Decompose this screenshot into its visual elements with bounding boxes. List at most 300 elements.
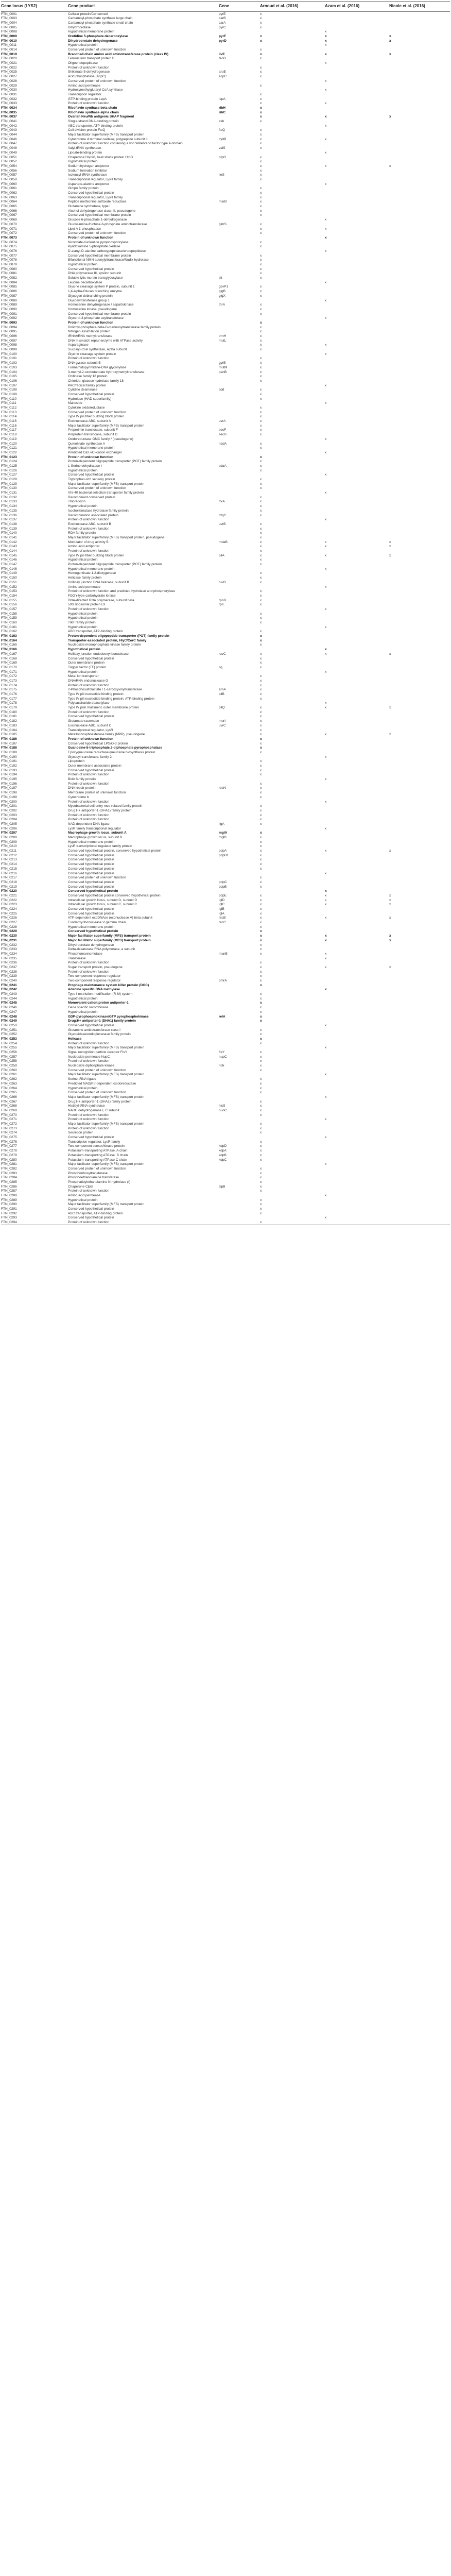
study-nicole-cell bbox=[389, 567, 450, 571]
study-nicole-cell bbox=[389, 401, 450, 406]
study-nicole-cell bbox=[389, 952, 450, 956]
study-nicole-cell bbox=[389, 65, 450, 70]
gene-product-cell: Major facilitator superfamily (MFS) transport protein bbox=[68, 1122, 145, 1126]
study-azam-cell: x bbox=[325, 39, 327, 43]
gene-symbol-cell bbox=[219, 1207, 260, 1212]
table-row bbox=[1, 706, 450, 710]
study-azam-cell bbox=[325, 527, 389, 531]
study-arnoud-cell: x bbox=[260, 952, 262, 956]
table-row bbox=[1, 1001, 450, 1006]
gene-product-cell: Ferrous iron transport protein B bbox=[68, 57, 115, 61]
study-azam-cell: x bbox=[325, 898, 327, 902]
gene-symbol-cell: cydB bbox=[219, 137, 227, 141]
table-row bbox=[1, 674, 450, 679]
study-arnoud-cell: x bbox=[260, 831, 262, 835]
table-row bbox=[1, 764, 450, 769]
study-azam-cell bbox=[325, 880, 389, 885]
study-nicole-cell bbox=[389, 482, 450, 486]
study-nicole-cell bbox=[389, 486, 450, 491]
study-azam-cell bbox=[325, 813, 389, 818]
gene-locus-cell: FTN_0030 bbox=[1, 88, 17, 92]
gene-product-cell: Mycobacterial cell entry mce-related family protein bbox=[68, 804, 143, 808]
study-arnoud-cell: x bbox=[260, 16, 262, 21]
study-nicole-cell bbox=[389, 464, 450, 468]
study-nicole-cell bbox=[389, 120, 450, 124]
study-azam-cell bbox=[325, 612, 389, 616]
study-azam-cell bbox=[325, 209, 389, 213]
study-nicole-cell: x bbox=[389, 965, 391, 969]
study-nicole-cell: x bbox=[389, 52, 391, 56]
study-nicole-cell bbox=[389, 1091, 450, 1095]
study-azam-cell: x bbox=[325, 585, 327, 589]
study-azam-cell bbox=[325, 423, 389, 428]
study-nicole-cell bbox=[389, 320, 450, 325]
study-arnoud-cell: x bbox=[260, 594, 262, 598]
gene-symbol-cell bbox=[219, 625, 260, 630]
gene-product-cell: Excinuclease ABC, subunit A bbox=[68, 419, 111, 423]
gene-product-cell: BolA family protein bbox=[68, 777, 96, 782]
study-azam-cell bbox=[325, 312, 389, 316]
gene-symbol-cell bbox=[219, 648, 260, 652]
study-arnoud-cell bbox=[260, 755, 325, 759]
gene-locus-cell: FTN_0291 bbox=[1, 1207, 17, 1211]
gene-locus-cell: FTN_0095 bbox=[1, 330, 17, 334]
table-row bbox=[1, 83, 450, 88]
study-nicole-cell bbox=[389, 1144, 450, 1149]
study-arnoud-cell bbox=[260, 518, 325, 522]
gene-product-cell: Polysaccharide deacetylase bbox=[68, 701, 110, 705]
table-row bbox=[1, 853, 450, 858]
table-row bbox=[1, 692, 450, 697]
gene-symbol-cell bbox=[219, 325, 260, 330]
gene-product-cell: Protein of unknown function bbox=[68, 813, 110, 817]
study-nicole-cell bbox=[389, 688, 450, 692]
table-row bbox=[1, 70, 450, 75]
gene-locus-cell: FTN_0173 bbox=[1, 679, 17, 683]
gene-locus-cell: FTN_0170 bbox=[1, 665, 17, 669]
table-row bbox=[1, 30, 450, 35]
table-row bbox=[1, 656, 450, 661]
gene-symbol-cell bbox=[219, 531, 260, 536]
study-arnoud-cell: x bbox=[260, 128, 262, 132]
table-row bbox=[1, 907, 450, 912]
gene-product-cell: Chaperone Hsp90, heat shock protein HtpG bbox=[68, 155, 133, 159]
table-row bbox=[1, 88, 450, 93]
study-azam-cell bbox=[325, 330, 389, 334]
study-azam-cell: x bbox=[325, 164, 327, 168]
study-nicole-cell bbox=[389, 191, 450, 196]
table-row bbox=[1, 227, 450, 231]
study-nicole-cell: x bbox=[389, 916, 391, 920]
study-arnoud-cell: x bbox=[260, 750, 262, 754]
study-azam-cell: x bbox=[325, 473, 327, 477]
gene-product-cell: Cellular protein/Conserved bbox=[68, 12, 108, 16]
table-row bbox=[1, 661, 450, 666]
study-nicole-cell bbox=[389, 468, 450, 473]
study-nicole-cell bbox=[389, 773, 450, 777]
study-azam-cell bbox=[325, 1211, 389, 1216]
gene-locus-cell: FTN_0090 bbox=[1, 307, 17, 311]
gene-symbol-cell: ligA bbox=[219, 822, 224, 826]
study-azam-cell bbox=[325, 674, 389, 679]
study-nicole-cell bbox=[389, 235, 450, 240]
gene-product-cell: Quinolinate synthetase A bbox=[68, 442, 105, 446]
gene-product-cell: Chloride, glucose hydrolase family 18 bbox=[68, 379, 124, 383]
study-nicole-cell bbox=[389, 1014, 450, 1019]
gene-symbol-cell bbox=[219, 674, 260, 679]
study-azam-cell bbox=[325, 177, 389, 182]
gene-locus-cell: FTN_0151 bbox=[1, 580, 17, 584]
study-nicole-cell bbox=[389, 665, 450, 670]
gene-product-cell: Protein of unknown function bbox=[68, 782, 110, 786]
gene-product-cell: Nitrogen assimilation protein bbox=[68, 330, 111, 334]
gene-symbol-cell: rpoB bbox=[219, 598, 226, 602]
gene-symbol-cell bbox=[219, 656, 260, 661]
gene-symbol-cell: trxA bbox=[219, 500, 225, 504]
gene-product-cell: Modulator of drug activity B bbox=[68, 540, 109, 544]
table-row bbox=[1, 509, 450, 513]
study-arnoud-cell bbox=[260, 1023, 325, 1028]
gene-locus-cell: FTN_0088 bbox=[1, 298, 17, 302]
table-row bbox=[1, 1099, 450, 1104]
table-row bbox=[1, 392, 450, 397]
study-nicole-cell bbox=[389, 643, 450, 648]
table-row bbox=[1, 455, 450, 460]
table-row bbox=[1, 589, 450, 594]
study-nicole-cell bbox=[389, 723, 450, 728]
gene-locus-cell: FTN_0093 bbox=[1, 320, 17, 325]
gene-product-cell: Protein of unknown function bbox=[68, 818, 110, 822]
study-nicole-cell bbox=[389, 110, 450, 115]
gene-product-cell: Phosphoethanolamine transferase bbox=[68, 1176, 119, 1180]
table-row bbox=[1, 491, 450, 496]
gene-locus-cell: FTN_0125 bbox=[1, 464, 17, 468]
table-row bbox=[1, 956, 450, 961]
study-azam-cell: x bbox=[325, 182, 327, 186]
gene-locus-cell: FTN_0080 bbox=[1, 267, 17, 271]
table-row bbox=[1, 1032, 450, 1037]
gene-locus-cell: FTN_0166 bbox=[1, 648, 17, 652]
study-nicole-cell bbox=[389, 741, 450, 746]
study-arnoud-cell: x bbox=[260, 652, 262, 656]
study-nicole-cell bbox=[389, 433, 450, 437]
study-nicole-cell bbox=[389, 142, 450, 146]
study-arnoud-cell: x bbox=[260, 267, 262, 271]
gene-locus-cell: FTN_0127 bbox=[1, 473, 17, 477]
gene-symbol-cell: pdpA bbox=[219, 849, 227, 853]
study-azam-cell bbox=[325, 120, 389, 124]
gene-symbol-cell bbox=[219, 330, 260, 334]
gene-locus-cell: FTN_0225 bbox=[1, 911, 17, 916]
gene-symbol-cell bbox=[219, 844, 260, 849]
study-azam-cell bbox=[325, 388, 389, 393]
study-arnoud-cell: x bbox=[260, 580, 262, 584]
study-nicole-cell bbox=[389, 280, 450, 285]
gene-symbol-cell: valS bbox=[219, 146, 226, 150]
study-arnoud-cell: x bbox=[260, 1028, 262, 1032]
table-row bbox=[1, 428, 450, 433]
gene-symbol-cell bbox=[219, 813, 260, 818]
study-arnoud-cell bbox=[260, 625, 325, 630]
gene-product-cell: Hypothetical membrane protein bbox=[68, 30, 115, 34]
gene-symbol-cell: uvrC bbox=[219, 723, 226, 727]
study-azam-cell bbox=[325, 191, 389, 196]
gene-locus-cell: FTN_0221 bbox=[1, 893, 17, 897]
study-azam-cell: x bbox=[325, 401, 327, 405]
gene-symbol-cell: pyrD bbox=[219, 39, 227, 43]
gene-symbol-cell: feoB bbox=[219, 57, 226, 61]
study-nicole-cell bbox=[389, 106, 450, 110]
gene-product-cell: Conserved hypothetical membrane protein bbox=[68, 312, 131, 316]
table-row bbox=[1, 209, 450, 213]
gene-product-cell: Protein of unknown function containing a von Willebrand factor type A domain bbox=[68, 142, 183, 146]
study-arnoud-cell: x bbox=[260, 334, 262, 338]
table-row bbox=[1, 898, 450, 903]
gene-product-cell: Ovarian Neu/Nb antigenic SHAP fragment bbox=[68, 115, 134, 119]
study-arnoud-cell: x bbox=[260, 495, 262, 499]
study-arnoud-cell bbox=[260, 79, 325, 83]
study-azam-cell bbox=[325, 768, 389, 773]
gene-locus-cell: FTN_0051 bbox=[1, 155, 17, 159]
gene-symbol-cell bbox=[219, 1001, 260, 1006]
gene-locus-cell: FTN_0206 bbox=[1, 826, 17, 831]
study-arnoud-cell bbox=[260, 280, 325, 285]
gene-locus-cell: FTN_0230 bbox=[1, 934, 17, 938]
gene-locus-cell: FTN_0027 bbox=[1, 75, 17, 79]
study-nicole-cell bbox=[389, 563, 450, 567]
study-nicole-cell bbox=[389, 1140, 450, 1144]
gene-product-cell: Hypothetical protein bbox=[68, 504, 98, 509]
table-row bbox=[1, 558, 450, 563]
gene-product-cell: Conserved hypothetical protein bbox=[68, 862, 114, 867]
gene-symbol-cell bbox=[219, 527, 260, 531]
study-arnoud-cell: x bbox=[260, 168, 262, 173]
gene-product-cell: Intracellular growth locus, subunit C, subunit C bbox=[68, 903, 137, 907]
study-azam-cell bbox=[325, 25, 389, 30]
gene-symbol-cell: ileS bbox=[219, 173, 224, 177]
study-nicole-cell bbox=[389, 1086, 450, 1091]
study-nicole-cell bbox=[389, 1211, 450, 1216]
study-arnoud-cell: x bbox=[260, 616, 262, 620]
table-row bbox=[1, 768, 450, 773]
study-nicole-cell bbox=[389, 1136, 450, 1140]
gene-locus-cell: FTN_0183 bbox=[1, 723, 17, 727]
table-row bbox=[1, 379, 450, 383]
gene-locus-cell: FTN_0213 bbox=[1, 858, 17, 862]
gene-locus-cell: FTN_0212 bbox=[1, 853, 17, 857]
study-azam-cell bbox=[325, 245, 389, 249]
study-nicole-cell bbox=[389, 290, 450, 294]
gene-symbol-cell: carA bbox=[219, 21, 226, 25]
table-row bbox=[1, 1198, 450, 1202]
study-nicole-cell bbox=[389, 1006, 450, 1010]
gene-symbol-cell bbox=[219, 585, 260, 589]
study-nicole-cell bbox=[389, 1189, 450, 1194]
study-arnoud-cell: x bbox=[260, 929, 262, 934]
gene-locus-cell: FTN_0004 bbox=[1, 21, 17, 25]
table-row bbox=[1, 146, 450, 151]
gene-locus-cell: FTN_0104 bbox=[1, 370, 17, 374]
study-nicole-cell bbox=[389, 397, 450, 401]
study-nicole-cell bbox=[389, 1153, 450, 1158]
gene-product-cell: Holliday junction endodeoxyribonuclease bbox=[68, 652, 129, 656]
gene-product-cell: Hypothetical protein bbox=[68, 616, 98, 620]
gene-symbol-cell bbox=[219, 195, 260, 200]
study-arnoud-cell: x bbox=[260, 343, 262, 347]
table-row bbox=[1, 57, 450, 61]
study-nicole-cell bbox=[389, 160, 450, 164]
table-row bbox=[1, 433, 450, 437]
study-arnoud-cell: x bbox=[260, 419, 262, 423]
table-row bbox=[1, 1162, 450, 1167]
study-azam-cell: x bbox=[325, 30, 327, 34]
gene-symbol-cell bbox=[219, 133, 260, 138]
study-azam-cell: x bbox=[325, 800, 327, 804]
table-row bbox=[1, 21, 450, 25]
gene-product-cell: Aspartate-alanine antiporter bbox=[68, 182, 110, 186]
gene-symbol-cell: nupC bbox=[219, 1055, 227, 1059]
table-row bbox=[1, 43, 450, 48]
study-arnoud-cell: x bbox=[260, 553, 262, 557]
study-arnoud-cell: x bbox=[260, 191, 262, 195]
study-azam-cell bbox=[325, 728, 389, 733]
study-azam-cell bbox=[325, 1144, 389, 1149]
study-arnoud-cell: x bbox=[260, 1202, 262, 1207]
table-row bbox=[1, 124, 450, 128]
gene-symbol-cell bbox=[219, 1091, 260, 1095]
study-azam-cell bbox=[325, 406, 389, 411]
gene-locus-cell: FTN_0260 bbox=[1, 1068, 17, 1072]
study-arnoud-cell: x bbox=[260, 818, 262, 822]
gene-product-cell: ABC transporter, ATP-binding protein bbox=[68, 1211, 123, 1215]
table-row bbox=[1, 419, 450, 424]
gene-product-cell: Metallophosphoesterase family (MPP), pseudogene bbox=[68, 733, 145, 737]
study-arnoud-cell bbox=[260, 218, 325, 223]
gene-symbol-cell: uvrA bbox=[219, 419, 226, 423]
gene-symbol-cell bbox=[219, 643, 260, 648]
gene-locus-cell: FTN_0124 bbox=[1, 460, 17, 464]
study-nicole-cell bbox=[389, 173, 450, 178]
gene-symbol-cell bbox=[219, 934, 260, 939]
gene-product-cell: Phosphatidylethanolamine N-hydrolase (I) bbox=[68, 1180, 131, 1184]
table-row bbox=[1, 473, 450, 478]
gene-symbol-cell: recN bbox=[219, 786, 226, 790]
gene-product-cell: Glycosidase/endoglucanase family protein bbox=[68, 1032, 131, 1037]
table-row bbox=[1, 137, 450, 142]
study-nicole-cell bbox=[389, 182, 450, 187]
gene-symbol-cell bbox=[219, 638, 260, 643]
study-arnoud-cell: x bbox=[260, 460, 262, 464]
study-arnoud-cell: x bbox=[260, 442, 262, 446]
study-azam-cell bbox=[325, 482, 389, 486]
gene-product-cell: Conserved hypothetical protein bbox=[68, 929, 118, 934]
study-azam-cell bbox=[325, 1050, 389, 1055]
study-arnoud-cell: x bbox=[260, 294, 262, 298]
study-nicole-cell bbox=[389, 101, 450, 106]
study-arnoud-cell bbox=[260, 450, 325, 455]
table-row bbox=[1, 48, 450, 53]
table-row bbox=[1, 258, 450, 263]
table-row bbox=[1, 965, 450, 970]
study-nicole-cell bbox=[389, 375, 450, 379]
gene-symbol-cell bbox=[219, 415, 260, 419]
study-arnoud-cell bbox=[260, 1073, 325, 1077]
table-row bbox=[1, 1207, 450, 1212]
gene-symbol-cell: glgX bbox=[219, 294, 226, 298]
gene-product-cell: Homoserine dehydrogenase / aspartokinase bbox=[68, 303, 134, 307]
study-arnoud-cell bbox=[260, 473, 325, 478]
table-row bbox=[1, 921, 450, 925]
study-azam-cell bbox=[325, 200, 389, 205]
study-azam-cell bbox=[325, 276, 389, 281]
table-row bbox=[1, 697, 450, 701]
study-azam-cell bbox=[325, 1158, 389, 1162]
table-row bbox=[1, 1171, 450, 1176]
gene-symbol-cell bbox=[219, 450, 260, 455]
table-row bbox=[1, 728, 450, 733]
gene-symbol-cell bbox=[219, 956, 260, 961]
table-row bbox=[1, 576, 450, 581]
study-arnoud-cell: x bbox=[260, 97, 262, 101]
study-azam-cell bbox=[325, 1108, 389, 1113]
study-arnoud-cell: x bbox=[260, 1001, 262, 1005]
study-nicole-cell bbox=[389, 75, 450, 79]
study-azam-cell bbox=[325, 12, 389, 16]
study-azam-cell bbox=[325, 392, 389, 397]
gene-product-cell: Hypothetical membrane protein bbox=[68, 567, 115, 571]
gene-symbol-cell bbox=[219, 1028, 260, 1032]
study-nicole-cell bbox=[389, 168, 450, 173]
table-row bbox=[1, 719, 450, 724]
gene-locus-cell: FTN_0287 bbox=[1, 1189, 17, 1193]
gene-symbol-cell bbox=[219, 925, 260, 929]
study-nicole-cell bbox=[389, 947, 450, 952]
gene-locus-cell: FTN_0107 bbox=[1, 383, 17, 387]
gene-product-cell: ABC transporter, ATP-binding protein bbox=[68, 630, 123, 634]
gene-locus-cell: FTN_0187 bbox=[1, 741, 17, 745]
gene-product-cell: Hypothetical protein bbox=[68, 996, 98, 1001]
gene-locus-cell: FTN_0242 bbox=[1, 988, 17, 992]
study-azam-cell bbox=[325, 853, 389, 858]
gene-product-cell: NADH dehydrogenase I, C subunit bbox=[68, 1108, 119, 1112]
table-row bbox=[1, 213, 450, 218]
gene-product-cell: Membrane protein of unknown function bbox=[68, 791, 126, 795]
table-row bbox=[1, 616, 450, 621]
table-row bbox=[1, 723, 450, 728]
gene-symbol-cell bbox=[219, 1136, 260, 1140]
study-nicole-cell bbox=[389, 656, 450, 661]
study-nicole-cell bbox=[389, 746, 450, 751]
study-arnoud-cell: x bbox=[260, 200, 262, 204]
study-nicole-cell bbox=[389, 1064, 450, 1069]
gene-product-cell: Major facilitator superfamily (MFS) transport protein bbox=[68, 423, 145, 428]
study-nicole-cell bbox=[389, 1019, 450, 1024]
study-nicole-cell bbox=[389, 1149, 450, 1154]
gene-locus-cell: FTN_0042 bbox=[1, 124, 17, 128]
study-arnoud-cell: x bbox=[260, 482, 262, 486]
table-row bbox=[1, 791, 450, 795]
gene-locus-cell: FTN_0239 bbox=[1, 974, 17, 978]
study-azam-cell: x bbox=[325, 235, 327, 240]
gene-symbol-cell bbox=[219, 701, 260, 706]
table-row bbox=[1, 750, 450, 755]
table-row bbox=[1, 1028, 450, 1032]
gene-locus-cell: FTN_0046 bbox=[1, 137, 17, 141]
study-nicole-cell bbox=[389, 1166, 450, 1171]
gene-symbol-cell: rplI bbox=[219, 603, 224, 607]
study-arnoud-cell: x bbox=[260, 303, 262, 307]
study-nicole-cell bbox=[389, 79, 450, 83]
